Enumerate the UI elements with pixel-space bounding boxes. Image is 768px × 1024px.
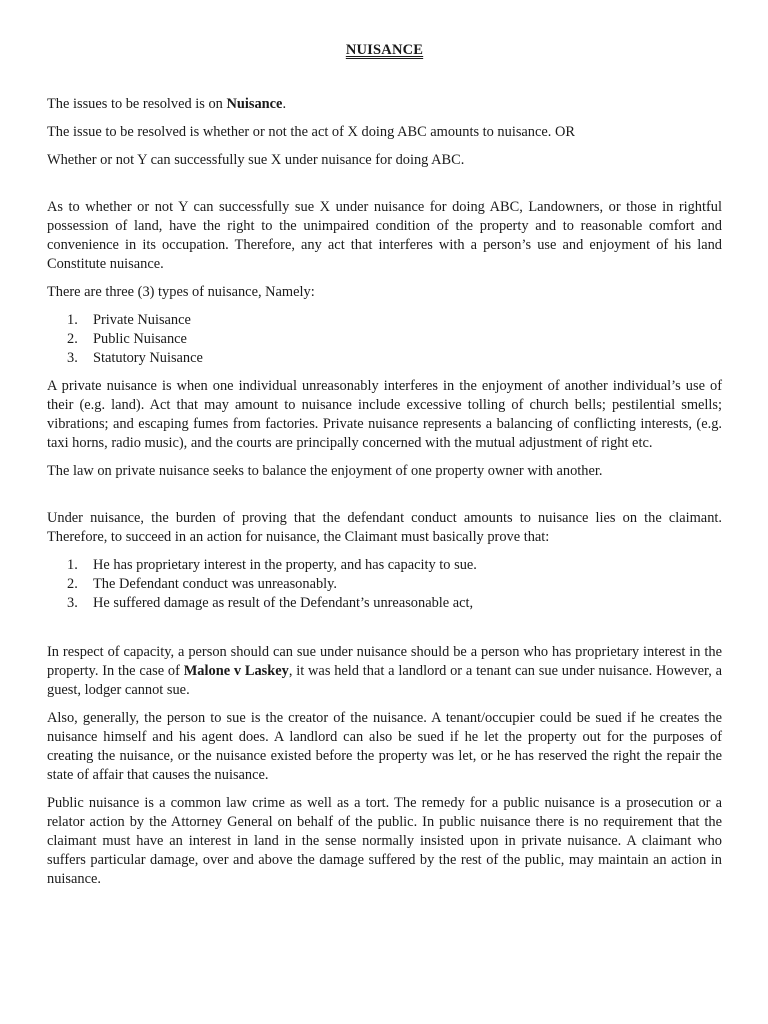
- capacity-text: In respect of capacity, a person should can sue under nuisance should be a person who has proprietary interest in the property. In the case of: [47, 644, 722, 679]
- intro-issue-alternative: Whether or not Y can successfully sue X under nuisance for doing ABC.: [47, 152, 465, 168]
- list-number: 1.: [67, 312, 78, 328]
- list-item: [47, 330, 722, 349]
- list-item: [47, 575, 722, 594]
- list-number: 3.: [67, 350, 78, 366]
- list-text: Public Nuisance: [93, 331, 187, 347]
- proofs-list: [47, 556, 722, 613]
- types-list: [47, 311, 722, 368]
- paragraph-burden: Under nuisance, the burden of proving that the defendant conduct amounts to nuisance lies on the claimant. Therefore, to succeed in an action for nuisance, the Claimant must basically prove that:: [47, 510, 722, 545]
- paragraph-balance: The law on private nuisance seeks to balance the enjoyment of one property owner with another.: [47, 463, 603, 479]
- intro-issue-line: [47, 95, 722, 114]
- list-text: He has proprietary interest in the property, and has capacity to sue.: [93, 557, 477, 573]
- list-number: 3.: [67, 595, 78, 611]
- list-item: [47, 311, 722, 330]
- list-number: 2.: [67, 331, 78, 347]
- types-intro: There are three (3) types of nuisance, Namely:: [47, 284, 315, 300]
- spacer: [47, 622, 722, 643]
- intro-issue-bold: Nuisance: [226, 96, 283, 112]
- paragraph-rights: As to whether or not Y can successfully sue X under nuisance for doing ABC, Landowners, or those in rightful possession of land, have the right to the unimpaired condition of the property and to reasonable comfort and convenience in its occupation. Therefore, any act that interferes with a person’s use and enjoyment of his land Constitute nuisance.: [47, 199, 722, 272]
- list-text: He suffered damage as result of the Defendant’s unreasonable act,: [93, 595, 474, 611]
- spacer: [47, 490, 722, 509]
- case-name: Malone v Laskey: [183, 663, 289, 679]
- list-item: [47, 556, 722, 575]
- list-text: Private Nuisance: [93, 312, 191, 328]
- list-item: [47, 349, 722, 368]
- intro-issue-statement: The issue to be resolved is whether or not the act of X doing ABC amounts to nuisance. OR: [47, 124, 575, 140]
- intro-issue-text: The issues to be resolved is on: [47, 96, 227, 112]
- paragraph-private-nuisance: A private nuisance is when one individual unreasonably interferes in the enjoyment of another individual’s use of their (e.g. land). Act that may amount to nuisance include excessive tolling of church bells; pestilential smells; vibrations; and escaping fumes from factories. Private nuisance represents a balancing of conflicting interests, (e.g. taxi horns, radio music), and the courts are principally concerned with the mutual adjustment of right etc.: [47, 378, 722, 451]
- paragraph-creator: Also, generally, the person to sue is the creator of the nuisance. A tenant/occupier could be sued if he creates the nuisance himself and his agent does. A landlord can also be sued if he let the property out for the purposes of creating the nuisance, or the nuisance existed before the property was let, or he has reserved the right the repair the state of affair that causes the nuisance.: [47, 710, 722, 783]
- list-text: The Defendant conduct was unreasonably.: [93, 576, 338, 592]
- paragraph-capacity: [47, 643, 722, 700]
- page-title: NUISANCE: [345, 42, 424, 58]
- list-text: Statutory Nuisance: [93, 350, 203, 366]
- capacity-text-continued: , it was held that a landlord or a tenant can sue under nuisance. However, a guest, lodger cannot sue.: [47, 663, 723, 698]
- paragraph-public-nuisance: Public nuisance is a common law crime as well as a tort. The remedy for a public nuisance is a prosecution or a relator action by the Attorney General on behalf of the public. In public nuisance there is no requirement that the claimant must have an interest in land in the sense normally insisted upon in private nuisance. A claimant who suffers particular damage, over and above the damage suffered by the rest of the public, may maintain an action in nuisance.: [47, 795, 722, 887]
- intro-issue-period: .: [282, 96, 287, 112]
- list-number: 1.: [67, 557, 78, 573]
- list-item: [47, 594, 722, 613]
- spacer: [47, 179, 722, 198]
- list-number: 2.: [67, 576, 78, 592]
